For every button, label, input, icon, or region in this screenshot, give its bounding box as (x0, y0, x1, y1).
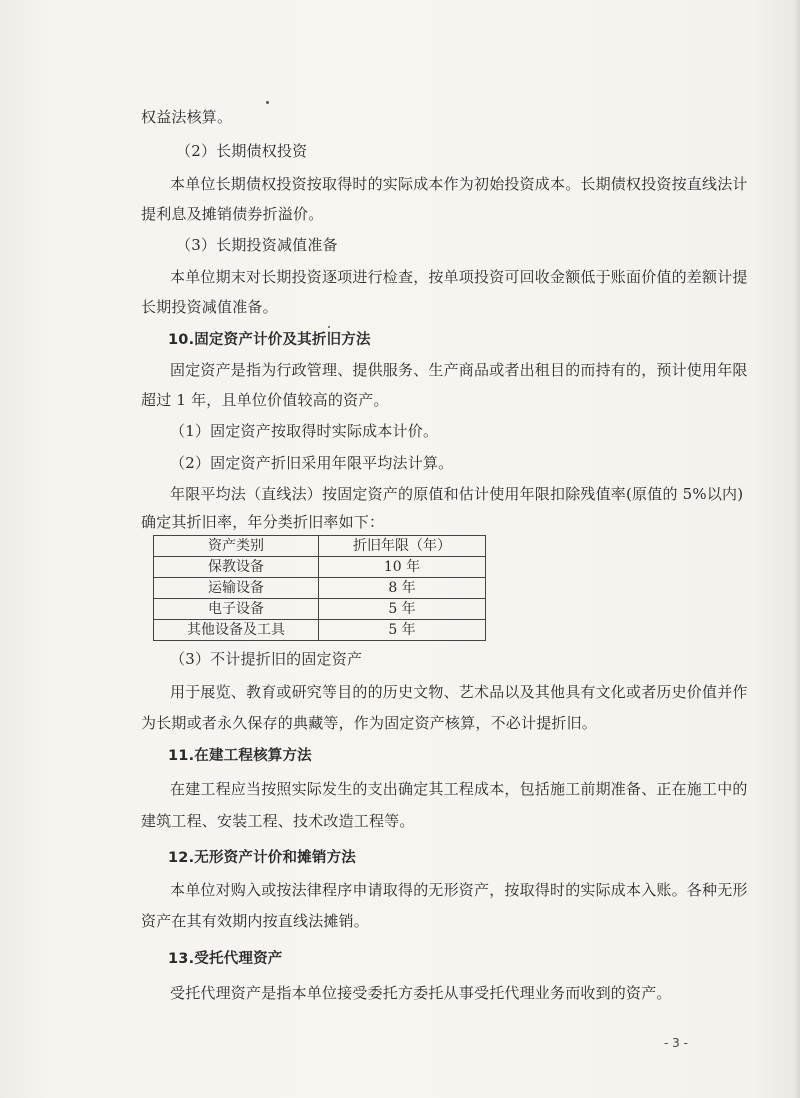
page-edge-shadow (794, 0, 800, 1098)
paragraph-line: 确定其折旧率，年分类折旧率如下： (141, 513, 385, 531)
paragraph-line: 建筑工程、安装工程、技术改造工程等。 (141, 812, 415, 830)
paragraph-line: （1）固定资产按取得时实际成本计价。 (170, 422, 439, 440)
paragraph-line: 资产在其有效期内按直线法摊销。 (141, 912, 370, 930)
table-cell-category: 运输设备 (154, 578, 319, 599)
paragraph-line: （2）固定资产折旧采用年限平均法计算。 (170, 454, 454, 472)
table-header-cell: 资产类别 (154, 536, 319, 557)
paragraph-line: 年限平均法（直线法）按固定资产的原值和估计使用年限扣除残值率(原值的 5%以内) (170, 485, 744, 503)
table-cell-years: 5 年 (319, 620, 486, 641)
page-number: - 3 - (664, 1036, 688, 1050)
paragraph-line: 固定资产是指为行政管理、提供服务、生产商品或者出租目的而持有的，预计使用年限 (170, 361, 748, 379)
table-cell-years: 8 年 (319, 578, 486, 599)
table-row (154, 578, 486, 599)
paragraph-line: 长期投资减值准备。 (141, 298, 278, 316)
table-cell-category: 其他设备及工具 (154, 620, 319, 641)
paragraph-line: 提利息及摊销债券折溢价。 (141, 205, 324, 223)
subheading-long-term-debt-investment: （2）长期债权投资 (176, 142, 308, 160)
paragraph-line: 本单位期末对长期投资逐项进行检查，按单项投资可回收金额低于账面价值的差额计提 (170, 268, 748, 286)
section-heading-fixed-assets: 10.固定资产计价及其折旧方法 (168, 332, 371, 348)
section-heading-construction-in-progress: 11.在建工程核算方法 (168, 748, 312, 764)
section-heading-intangible-assets: 12.无形资产计价和摊销方法 (168, 850, 356, 866)
table-row (154, 620, 486, 641)
table-cell-category: 保教设备 (154, 557, 319, 578)
subheading-non-depreciated-assets: （3）不计提折旧的固定资产 (170, 650, 363, 668)
scan-speck (328, 326, 330, 328)
scan-speck (266, 101, 269, 104)
paragraph-line: 超过 1 年，且单位价值较高的资产。 (141, 391, 389, 409)
paragraph-line: 为长期或者永久保存的典藏等，作为固定资产核算，不必计提折旧。 (141, 714, 598, 732)
paragraph-line: 受托代理资产是指本单位接受委托方委托从事受托代理业务而收到的资产。 (170, 984, 672, 1002)
paragraph-line: 在建工程应当按照实际发生的支出确定其工程成本，包括施工前期准备、正在施工中的 (170, 780, 748, 798)
table-cell-category: 电子设备 (154, 599, 319, 620)
paragraph-line: 用于展览、教育或研究等目的的历史文物、艺术品以及其他具有文化或者历史价值并作 (170, 683, 748, 701)
depreciation-rate-table (153, 535, 486, 641)
table-row (154, 557, 486, 578)
table-header-row (154, 536, 486, 557)
paragraph-line: 本单位长期债权投资按取得时的实际成本作为初始投资成本。长期债权投资按直线法计 (170, 175, 748, 193)
subheading-impairment-provision: （3）长期投资减值准备 (176, 236, 338, 254)
table-row (154, 599, 486, 620)
table-cell-years: 5 年 (319, 599, 486, 620)
table-header-cell: 折旧年限（年） (319, 536, 486, 557)
table-cell-years: 10 年 (319, 557, 486, 578)
section-heading-entrusted-assets: 13.受托代理资产 (168, 951, 283, 967)
paragraph-line: 本单位对购入或按法律程序申请取得的无形资产，按取得时的实际成本入账。各种无形 (170, 881, 748, 899)
paragraph-line: 权益法核算。 (141, 108, 233, 126)
